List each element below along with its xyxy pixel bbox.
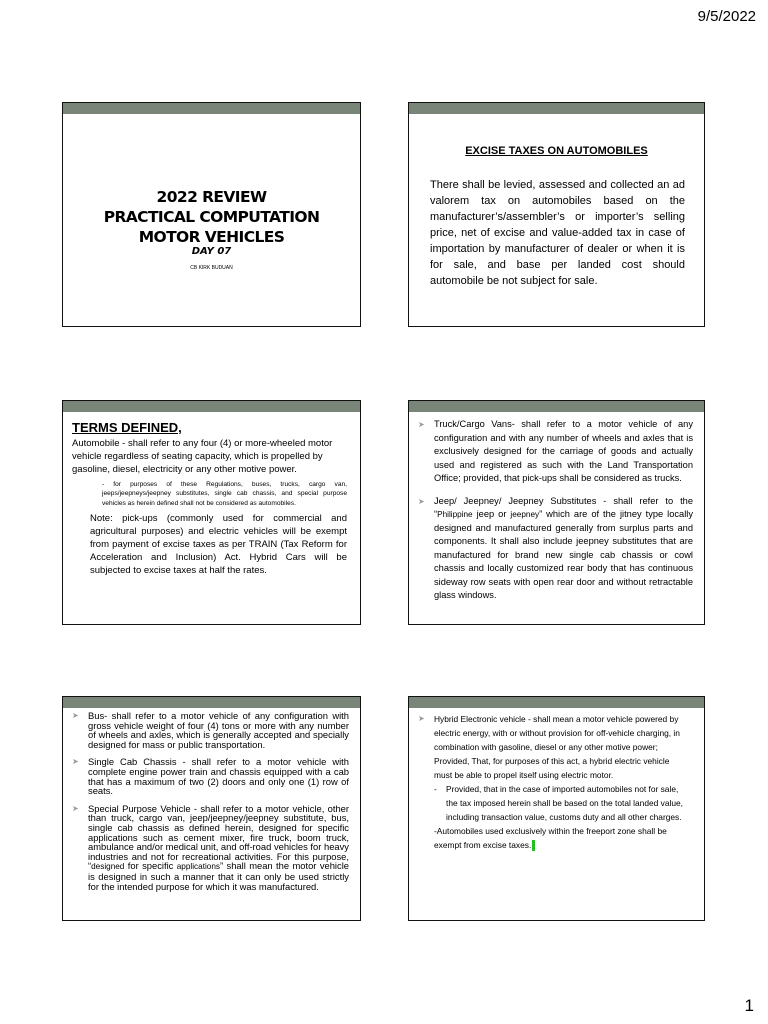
slide-header-bar xyxy=(409,401,704,412)
jeep-definition-part: jeep or xyxy=(472,509,511,519)
title-line-3: MOTOR VEHICLES xyxy=(138,228,285,246)
hybrid-definition: Hybrid Electronic vehicle - shall mean a motor vehicle powered by electric energy, with or without provision for off-vehicle charging, in combination with gasoline, diesel or any other motive power; Provided, That, for purposes of this act, a hybrid electric vehicle must be able to propel itself using electric motor. xyxy=(434,714,680,780)
slide-truck-jeep xyxy=(408,400,705,625)
bullet-arrow-icon: ➤ xyxy=(72,757,79,767)
text-cursor-icon xyxy=(532,840,535,851)
exemption-note: Note: pick-ups (commonly used for commercial and agricultural purposes) and electric vehicles will be exempt from payment of excise taxes as per TRAIN (Tax Reform for Acceleration and Inclusion) Act. Hybrid Cars will be subjected to excise taxes at half the rates. xyxy=(90,513,347,577)
list-item xyxy=(418,495,693,603)
slide-bus-cab-special xyxy=(62,696,361,921)
slide-header-bar xyxy=(63,697,360,708)
bullet-list xyxy=(418,708,695,852)
print-date: 9/5/2022 xyxy=(697,8,756,25)
list-subitem: - Provided, that in the case of imported automobiles not for sale, the tax imposed herein shall be based on the total landed value, including transaction value, customs duty and all other charges. xyxy=(434,784,683,822)
bullet-list xyxy=(418,412,695,603)
bullet-arrow-icon: ➤ xyxy=(418,420,425,429)
exclusion-note: - for purposes of these Regulations, buses, trucks, cargo van, jeeps/jeepneys/jeepney substitutes, single cab chassis, and special purpose vehicles as herein defined shall not be considered as automobiles. xyxy=(102,481,347,507)
special-purpose-part: for specific xyxy=(124,860,177,872)
title-line-1: 2022 REVIEW xyxy=(156,188,267,206)
special-purpose-part: ” shall mean the motor vehicle is designed in such a manner that it can only be used strictly for the intended purpose for which it was manufactured. xyxy=(88,860,350,892)
truck-definition: Truck/Cargo Vans- shall refer to a motor vehicle of any configuration and with any number of wheels and axles that is exclusively designed for the carriage of goods and actually used and registered as such with the Land Transportation Office; provided, that pick-ups shall be considered as trucks. xyxy=(434,419,693,483)
list-item xyxy=(72,711,349,749)
jeepney-term: jeepney xyxy=(510,510,540,519)
bullet-arrow-icon: ➤ xyxy=(418,496,425,506)
list-item xyxy=(72,757,349,795)
jeep-definition-part: ” which are of the jitney type locally designed and manufactured generally from surplus parts and components. It shall also include jeepney substitutes that are manufactured for brand new single cab chassis or cowl chassis and locally customized rear body that has continuous sideway row seats with open rear door and without retractable glass windows. xyxy=(434,509,694,600)
title-line-2: PRACTICAL COMPUTATION xyxy=(103,208,320,226)
special-purpose-part: Special Purpose Vehicle - shall refer to a motor vehicle, other than truck, cargo van, jeep/jeepney/jeepney substitute, bus, single cab chassis as defined herein, designed for specific applications such as cement mixer, fire truck, boom truck, ambulance and/or medical unit, and off-road vehicles for heavy industries and not for recreational activities. For this purpose, “ xyxy=(88,802,349,872)
slide-header-bar xyxy=(409,103,704,114)
bullet-arrow-icon: ➤ xyxy=(418,714,425,723)
freeport-note: -Automobiles used exclusively within the freeport zone shall be exempt from excise taxes. xyxy=(434,826,667,850)
slide-header-bar xyxy=(409,697,704,708)
slide-header-bar xyxy=(63,401,360,412)
title-block xyxy=(72,187,351,271)
applications-term: applications xyxy=(176,862,220,872)
list-item xyxy=(418,418,693,486)
automobile-definition: Automobile - shall refer to any four (4) or more-wheeled motor vehicle regardless of seating capacity, which is propelled by gasoline, diesel, electricity or any other motive power. xyxy=(72,438,333,475)
philippine-term: Philippine xyxy=(437,510,473,519)
designed-term: designed xyxy=(91,862,125,872)
jeep-definition-part: Jeep/ Jeepney/ Jeepney Substitutes - shall refer to the “ xyxy=(434,495,693,519)
author-name: CB KIRK BUDUAN xyxy=(190,265,233,271)
bullet-arrow-icon: ➤ xyxy=(72,711,79,720)
bus-definition: Bus- shall refer to a motor vehicle of any configuration with gross vehicle weight of four (4) tons or more with any number of wheels and axles, which is generally accepted and specially designed for mass or public transportation. xyxy=(88,710,349,750)
page-number: 1 xyxy=(744,996,754,1015)
slide-title xyxy=(62,102,361,327)
slide-heading: TERMS DEFINED, xyxy=(72,420,182,435)
slide-header-bar xyxy=(63,103,360,114)
day-label: DAY 07 xyxy=(191,246,232,257)
list-item xyxy=(418,712,689,782)
slide-hybrid xyxy=(408,696,705,921)
slide-excise-taxes xyxy=(408,102,705,327)
freeport-note-row xyxy=(418,824,689,852)
bullet-list xyxy=(72,708,351,891)
slide-heading: EXCISE TAXES ON AUTOMOBILES xyxy=(465,145,648,157)
bullet-arrow-icon: ➤ xyxy=(72,803,79,813)
imported-proviso: Provided, that in the case of imported automobiles not for sale, the tax imposed herein shall be based on the total landed value, including transaction value, customs duty and all other charges. xyxy=(446,784,683,822)
slide-terms-defined xyxy=(62,400,361,625)
list-item xyxy=(72,804,349,891)
slide-body: There shall be levied, assessed and collected an ad valorem tax on automobiles based on the manufacturer’s/assembler’s or importer’s selling price, net of excise and value-added tax in case of importation by manufacturer of dealer or when it is for sale, and base per landed cost should automobile be not subject for sale. xyxy=(430,179,685,287)
single-cab-definition: Single Cab Chassis - shall refer to a motor vehicle with complete engine power train and chassis equipped with a cab that has a maximum of two (2) doors and only one (1) row of seats. xyxy=(88,756,349,797)
